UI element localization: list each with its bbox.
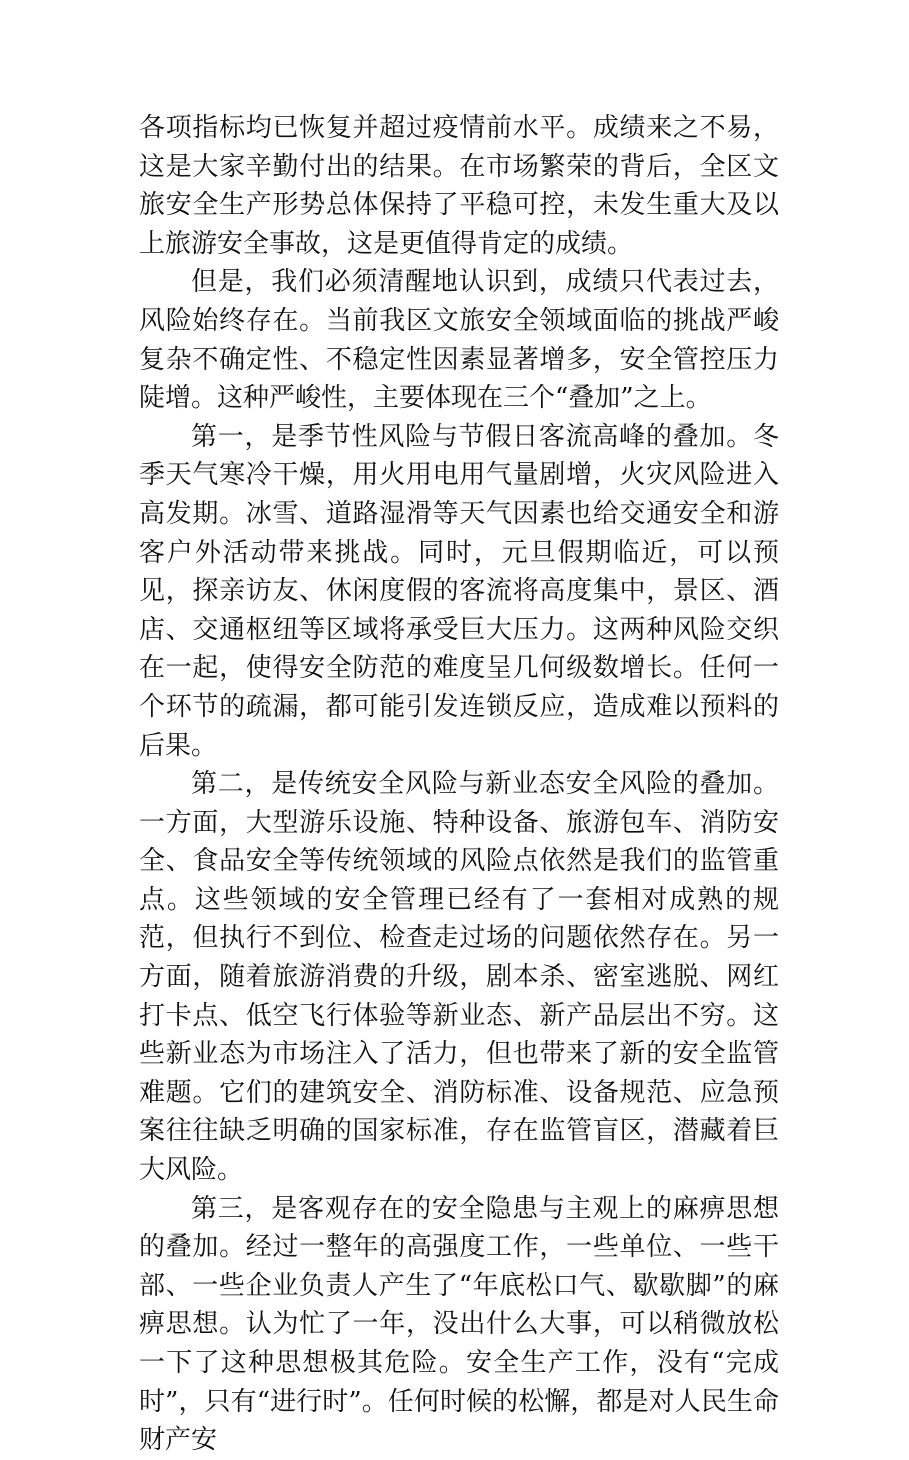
paragraph-second-overlap: 第二，是传统安全风险与新业态安全风险的叠加。一方面，大型游乐设施、特种设备、旅游包车、消防安全、食品安全等传统领域的风险点依然是我们的监管重点。这些领域的安全管理已经有了一套相对成熟的规范，但执行不到位、检查走过场的问题依然存在。另一方面，随着旅游消费的升级，剧本杀、密室逃脱、网红打卡点、低空飞行体验等新业态、新产品层出不穷。这些新业态为市场注入了活力，但也带来了新的安全监管难题。它们的建筑安全、消防标准、设备规范、应急预案往往缺乏明确的国家标准，存在监管盲区，潜藏着巨大风险。 — [139, 769, 779, 1186]
paragraph-first-overlap: 第一，是季节性风险与节假日客流高峰的叠加。冬季天气寒冷干燥，用火用电用气量剧增，火灾风险进入高发期。冰雪、道路湿滑等天气因素也给交通安全和游客户外活动带来挑战。同时，元旦假期临近，可以预见，探亲访友、休闲度假的客流将高度集中，景区、酒店、交通枢纽等区域将承受巨大压力。这两种风险交织在一起，使得安全防范的难度呈几何级数增长。任何一个环节的疏漏，都可能引发连锁反应，造成难以预料的后果。 — [139, 421, 779, 761]
document-body — [139, 109, 779, 1460]
paragraph-continuation: 各项指标均已恢复并超过疫情前水平。成绩来之不易，这是大家辛勤付出的结果。在市场繁荣的背后，全区文旅安全生产形势总体保持了平稳可控，未发生重大及以上旅游安全事故，这是更值得肯定的成绩。 — [139, 113, 779, 259]
paragraph-risk-overview: 但是，我们必须清醒地认识到，成绩只代表过去，风险始终存在。当前我区文旅安全领域面临的挑战严峻复杂不确定性、不稳定性因素显著增多，安全管控压力陡增。这种严峻性，主要体现在三个“叠加”之上。 — [139, 267, 779, 414]
paragraph-third-overlap: 第三，是客观存在的安全隐患与主观上的麻痹思想的叠加。经过一整年的高强度工作，一些单位、一些干部、一些企业负责人产生了“年底松口气、歇歇脚”的麻痹思想。认为忙了一年，没出什么大事，可以稍微放松一下了这种思想极其危险。安全生产工作，没有“完成时”，只有“进行时”。任何时候的松懈，都是对人民生命财产安 — [139, 1193, 779, 1456]
